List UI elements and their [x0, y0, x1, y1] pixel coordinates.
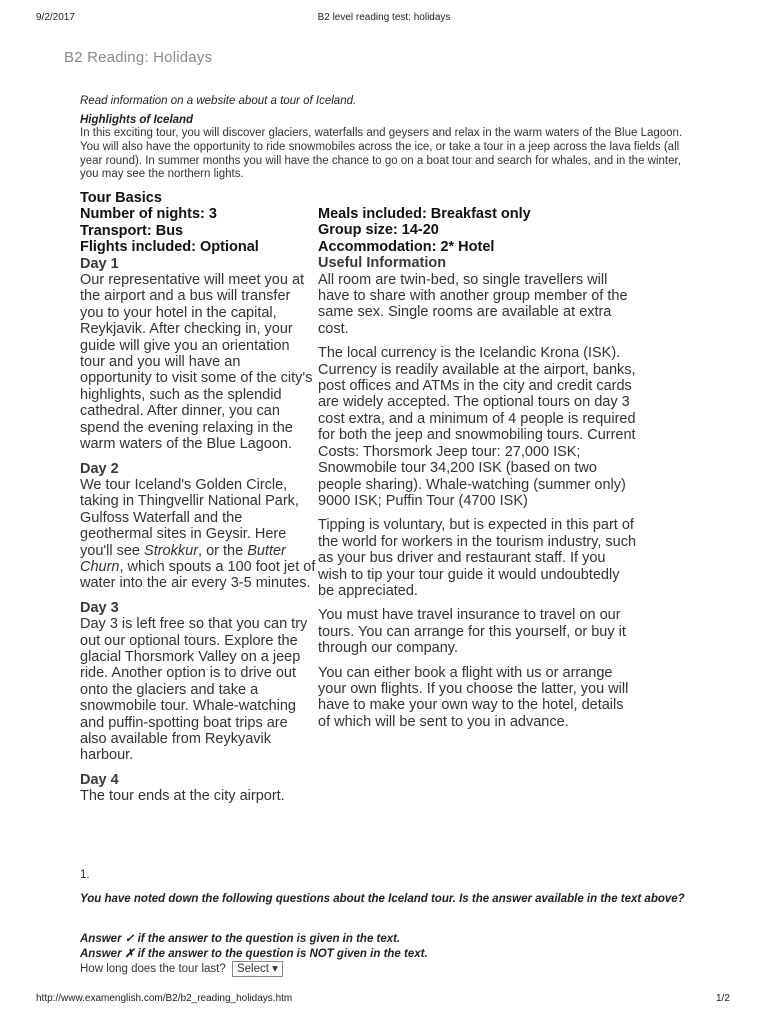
day1-title: Day 1	[80, 255, 119, 272]
info-flights: You can either book a flight with us or arrange your own flights. If you choose the latter, you will have to make your own way to the hotel, details of which will be sent to you in advance.	[318, 664, 629, 730]
flights-info: Flights included: Optional	[80, 239, 259, 256]
intro-text: Read information on a website about a tour of Iceland.	[80, 95, 357, 107]
print-date: 9/2/2017	[36, 12, 75, 23]
print-title: B2 level reading test: holidays	[317, 12, 451, 23]
print-url: http://www.examenglish.com/B2/b2_reading_holidays.htm	[36, 993, 293, 1004]
print-page-number: 1/2	[716, 993, 730, 1004]
question-1	[80, 961, 283, 977]
question-number: 1.	[80, 869, 90, 881]
left-column	[80, 190, 316, 805]
answer-no-instruction: Answer ✗ if the answer to the question is NOT given in the text.	[80, 948, 428, 960]
useful-info-title: Useful Information	[318, 255, 447, 272]
info-insurance: You must have travel insurance to travel on our tours. You can arrange for this yourself, or buy it through our company.	[318, 607, 626, 657]
day2-text-part: , or the	[198, 542, 248, 559]
info-rooms: All room are twin-bed, so single travellers will have to share with another group member of the same sex. Single rooms are available at extra cost.	[318, 271, 628, 337]
group-size-info: Group size: 14-20	[318, 222, 439, 239]
question-1-text: How long does the tour last?	[80, 963, 226, 975]
highlights-body: In this exciting tour, you will discover glaciers, waterfalls and geysers and relax in the warm waters of the Blue Lagoon. You will also have the opportunity to ride snowmobiles across the ice, or take a tour in a jeep across the lava fields (all year round). In summer months you will have the chance to go on a boat tour and search for whales, and in the winter, you may see the northern lights.	[80, 127, 683, 181]
transport-info: Transport: Bus	[80, 222, 184, 239]
quiz-instruction: You have noted down the following questions about the Iceland tour. Is the answer available in the text above?	[80, 893, 685, 905]
strokkur-term: Strokkur	[144, 542, 199, 559]
info-tipping: Tipping is voluntary, but is expected in this part of the world for workers in the tourism industry, such as your bus driver and restaurant staff. If you wish to tip your tour guide it would undoubtedly be appreciated.	[318, 517, 637, 599]
nights-info: Number of nights: 3	[80, 206, 217, 223]
day2-text-part: We tour Iceland's Golden Circle, taking in Thingvellir National Park, Gulfoss Waterfall and the geothermal sites in Geysir. Here you'll see	[80, 476, 299, 559]
answer-select[interactable]: Select ▾	[232, 961, 283, 977]
day2-text-part: , which spouts a 100 foot jet of water into the air every 3-5 minutes.	[80, 558, 316, 592]
butter-churn-term: Butter Churn	[80, 542, 286, 575]
day4-title: Day 4	[80, 771, 119, 788]
meals-info: Meals included: Breakfast only	[318, 206, 531, 222]
day1-text: Our representative will meet you at the airport and a bus will transfer you to your hotel in the capital, Reykjavik. After checking in, your guide will give you an orientation tour and you will have an opportunity to visit some of the city's highlights, such as the splendid cathedral. After dinner, you can spend the evening relaxing in the warm waters of the Blue Lagoon.	[80, 272, 313, 453]
answer-yes-instruction: Answer ✓ if the answer to the question is given in the text.	[80, 933, 401, 945]
info-currency: The local currency is the Icelandic Krona (ISK). Currency is readily available at the airport, banks, post offices and ATMs in the city and credit cards are widely accepted. The optional tours on day 3 cost extra, and a minimum of 4 people is required for both the jeep and snowmobiling tours. Current Costs: Thorsmork Jeep tour: 27,000 ISK; Snowmobile tour 34,200 ISK (based on two people sharing). Whale-watching (summer only) 9000 ISK; Puffin Tour (4700 ISK)	[318, 345, 636, 509]
day2-text	[80, 477, 316, 592]
day4-text: The tour ends at the city airport.	[80, 788, 285, 805]
highlights-title: Highlights of Iceland	[80, 114, 194, 126]
tour-basics-title: Tour Basics	[80, 190, 162, 206]
page-brand-title: B2 Reading: Holidays	[64, 49, 213, 66]
day3-title: Day 3	[80, 599, 119, 616]
day2-title: Day 2	[80, 460, 119, 477]
day3-text: Day 3 is left free so that you can try out our optional tours. Explore the glacial Thorsmork Valley on a jeep ride. Another option is to drive out onto the glaciers and take a snowmobile tour. Whale-watching and puffin-spotting boat trips are also available from Reykyavik harbour.	[80, 616, 308, 764]
accommodation-info: Accommodation: 2* Hotel	[318, 238, 495, 255]
right-column	[318, 206, 638, 730]
